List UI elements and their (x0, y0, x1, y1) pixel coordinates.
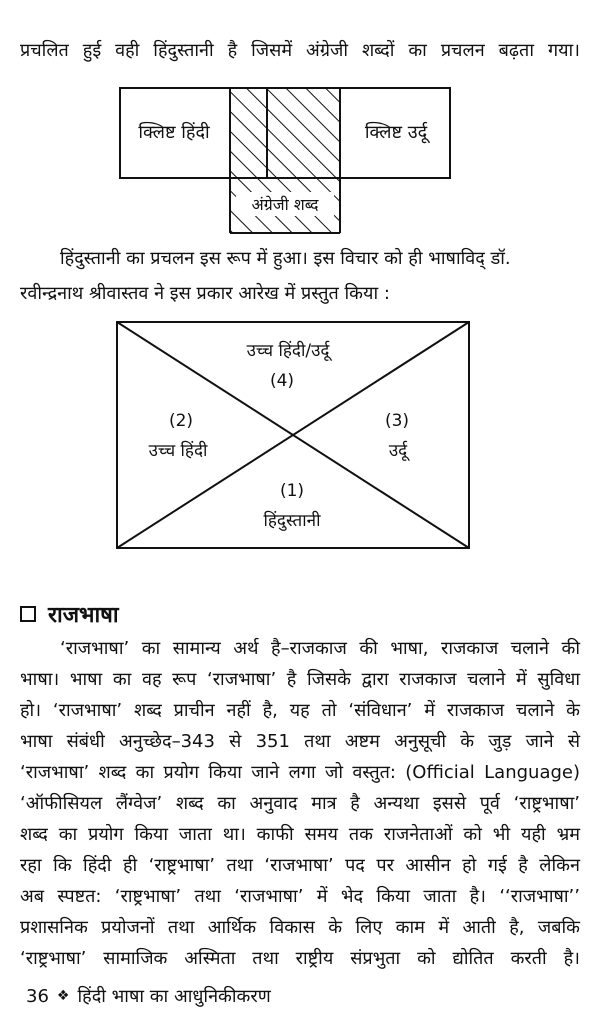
section-line: ‘ऑफीसियल लैंग्वेज’ शब्द का अनुवाद मात्र है अन्यथा इससे पूर्व ‘राष्ट्रभाषा’ (20, 793, 580, 814)
section-heading-text: राजभाषा (48, 603, 119, 628)
bottom-quadrant-label: हिंदुस्तानी (263, 511, 321, 531)
section-line: ‘राष्ट्रभाषा’ सामाजिक अस्मिता तथा राष्ट्रीय संप्रभुता को द्योतित करती है। (20, 948, 580, 969)
section-line: प्रशासनिक प्रयोजनों तथा आर्थिक विकास के लिए काम में आती है, जबकि (20, 917, 580, 938)
bottom-quadrant-number: (1) (279, 481, 305, 501)
para1-line1: हिंदुस्तानी का प्रचलन इस रूप में हुआ। इस विचार को ही भाषाविद् डॉ. (60, 248, 511, 269)
right-quadrant-label: उर्दू (388, 441, 408, 461)
section-line: भाषा। भाषा का वह रूप ‘राजभाषा’ है जिसके द्वारा राजकाज चलाने में सुविधा (20, 669, 580, 690)
section-line: अब स्पष्टत: ‘राष्ट्रभाषा’ तथा ‘राजभाषा’ में भेद किया जाता है। ‘‘राजभाषा’’ (20, 886, 580, 907)
section-line: रहा कि हिंदी ही ‘राष्ट्रभाषा’ तथा ‘राजभाषा’ पद पर आसीन हो गई है लेकिन (20, 855, 580, 876)
section-line: भाषा संबंधी अनुच्छेद–343 से 351 तथा अष्टम अनुसूची के जुड़ जाने से (20, 731, 580, 752)
right-quadrant-number: (3) (384, 411, 410, 431)
quadrant-diagram (0, 318, 600, 558)
left-quadrant-label: उच्च हिंदी (148, 441, 208, 461)
page-number: 36 (26, 985, 49, 1007)
separator-icon: ❖ (56, 988, 70, 1004)
para1-line2: रवीन्द्रनाथ श्रीवास्तव ने इस प्रकार आरेख में प्रस्तुत किया : (20, 283, 390, 304)
page-footer (26, 984, 271, 1008)
left-box-label: क्लिष्ट हिंदी (138, 122, 210, 143)
right-box-label: क्लिष्ट उर्दू (364, 122, 428, 143)
intro-line: प्रचलित हुई वही हिंदुस्तानी है जिसमें अंग्रेजी शब्दों का प्रचलन बढ़ता गया। (20, 40, 580, 61)
checkbox-icon (20, 606, 36, 622)
section-heading (20, 600, 119, 628)
top-quadrant-label: उच्च हिंदी/उर्दू (246, 341, 330, 361)
section-line: ‘राजभाषा’ शब्द का प्रयोग किया जाने लगा जो वस्तुत: (Official Language) (20, 762, 580, 783)
section-line: शब्द का प्रयोग किया जाता था। काफी समय तक राजनेताओं को भी यही भ्रम (20, 824, 580, 845)
book-title: हिंदी भाषा का आधुनिकीकरण (77, 986, 271, 1007)
top-quadrant-number: (4) (269, 371, 295, 391)
overlap-diagram (0, 80, 600, 240)
bottom-box-label: अंग्रेजी शब्द (251, 195, 319, 214)
left-quadrant-number: (2) (168, 411, 194, 431)
section-line: ‘राजभाषा’ का सामान्य अर्थ है–राजकाज की भाषा, राजकाज चलाने की (60, 638, 580, 659)
section-line: हो। ‘राजभाषा’ शब्द प्राचीन नहीं है, यह तो ‘संविधान’ में राजकाज चलाने के (20, 700, 580, 721)
